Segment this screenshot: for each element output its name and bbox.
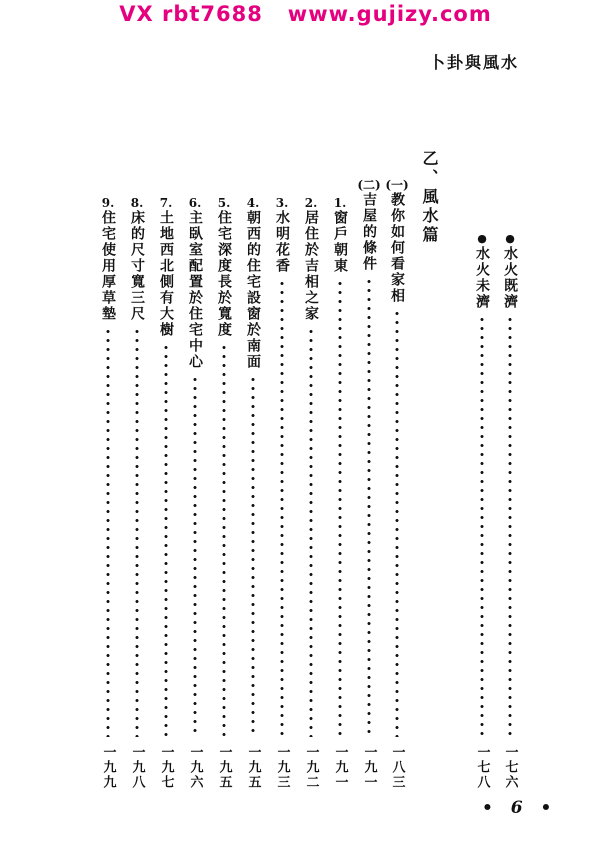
leader-dots	[309, 327, 313, 737]
leader-dots	[508, 315, 512, 737]
entry-page: 一九一	[361, 745, 377, 790]
entry-page: 一九五	[245, 745, 261, 790]
entry-page: 一九九	[100, 745, 116, 790]
leader-dots	[338, 279, 342, 737]
leader-dots	[480, 315, 484, 737]
entry-page: 一九八	[129, 745, 145, 790]
entry-title: 土地西北側有大樹	[158, 210, 174, 338]
leader-dots	[164, 343, 168, 737]
entry-page: 一九二	[303, 745, 319, 790]
leader-dots	[135, 327, 139, 737]
entry-page: 一七六	[502, 745, 518, 790]
entry-title: 水明花香	[274, 210, 290, 274]
entry-number: 7.	[159, 196, 173, 210]
leader-dots	[222, 343, 226, 737]
entry-title: 床的尺寸寬三尺	[129, 210, 145, 322]
section-heading: 乙、風水篇	[420, 150, 439, 245]
entry-title: 水火既濟	[502, 246, 518, 310]
leader-dots	[193, 375, 197, 737]
leader-dots	[395, 309, 399, 737]
toc-entry[interactable]	[298, 196, 324, 790]
entry-page: 一九五	[216, 745, 232, 790]
entry-title: 朝西的住宅設窗於南面	[245, 210, 261, 370]
entry-page: 一九七	[158, 745, 174, 790]
toc-entry[interactable]	[356, 178, 382, 790]
toc-entry[interactable]	[384, 178, 410, 790]
entry-title: 水火未濟	[474, 246, 490, 310]
entry-number: 4.	[246, 196, 260, 210]
entry-number: 6.	[188, 196, 202, 210]
toc-entry[interactable]	[469, 232, 495, 790]
toc-entry[interactable]	[269, 196, 295, 790]
entry-title: 吉屋的條件	[361, 192, 377, 272]
entry-page: 一九一	[332, 745, 348, 790]
entry-page: 一八三	[389, 745, 405, 790]
entry-title: 窗戶朝東	[332, 210, 348, 274]
entry-title: 住宅深度長於寬度	[216, 210, 232, 338]
toc-entry[interactable]	[497, 232, 523, 790]
entry-number: 9.	[101, 196, 115, 210]
toc-entry[interactable]	[124, 196, 150, 790]
entry-number: 5.	[217, 196, 231, 210]
page-number: • 6 •	[482, 798, 558, 818]
bullet-icon: ●	[505, 232, 515, 245]
leader-dots	[280, 279, 284, 737]
watermark-text: VX rbt7688 www.gujizy.com	[119, 2, 492, 26]
toc-entry[interactable]	[211, 196, 237, 790]
entry-title: 教你如何看家相	[389, 192, 405, 304]
entry-number: (二)	[357, 178, 381, 192]
toc-entry[interactable]	[153, 196, 179, 790]
entry-page: 一九六	[187, 745, 203, 790]
toc-entry[interactable]	[240, 196, 266, 790]
leader-dots	[251, 375, 255, 737]
entry-title: 居住於吉相之家	[303, 210, 319, 322]
entry-page: 一七八	[474, 745, 490, 790]
entry-number: 3.	[275, 196, 289, 210]
leader-dots	[106, 327, 110, 737]
leader-dots	[367, 277, 371, 737]
toc-entry[interactable]	[327, 196, 353, 790]
entry-number: (一)	[385, 178, 409, 192]
entry-title: 住宅使用厚草墊	[100, 210, 116, 322]
bullet-icon: ●	[477, 232, 487, 245]
entry-page: 一九三	[274, 745, 290, 790]
entry-number: 1.	[333, 196, 347, 210]
toc-entry[interactable]	[95, 196, 121, 790]
entry-number: 2.	[304, 196, 318, 210]
running-head: 卜卦與風水	[428, 53, 519, 72]
entry-title: 主臥室配置於住宅中心	[187, 210, 203, 370]
toc-entry[interactable]	[182, 196, 208, 790]
entry-number: 8.	[130, 196, 144, 210]
